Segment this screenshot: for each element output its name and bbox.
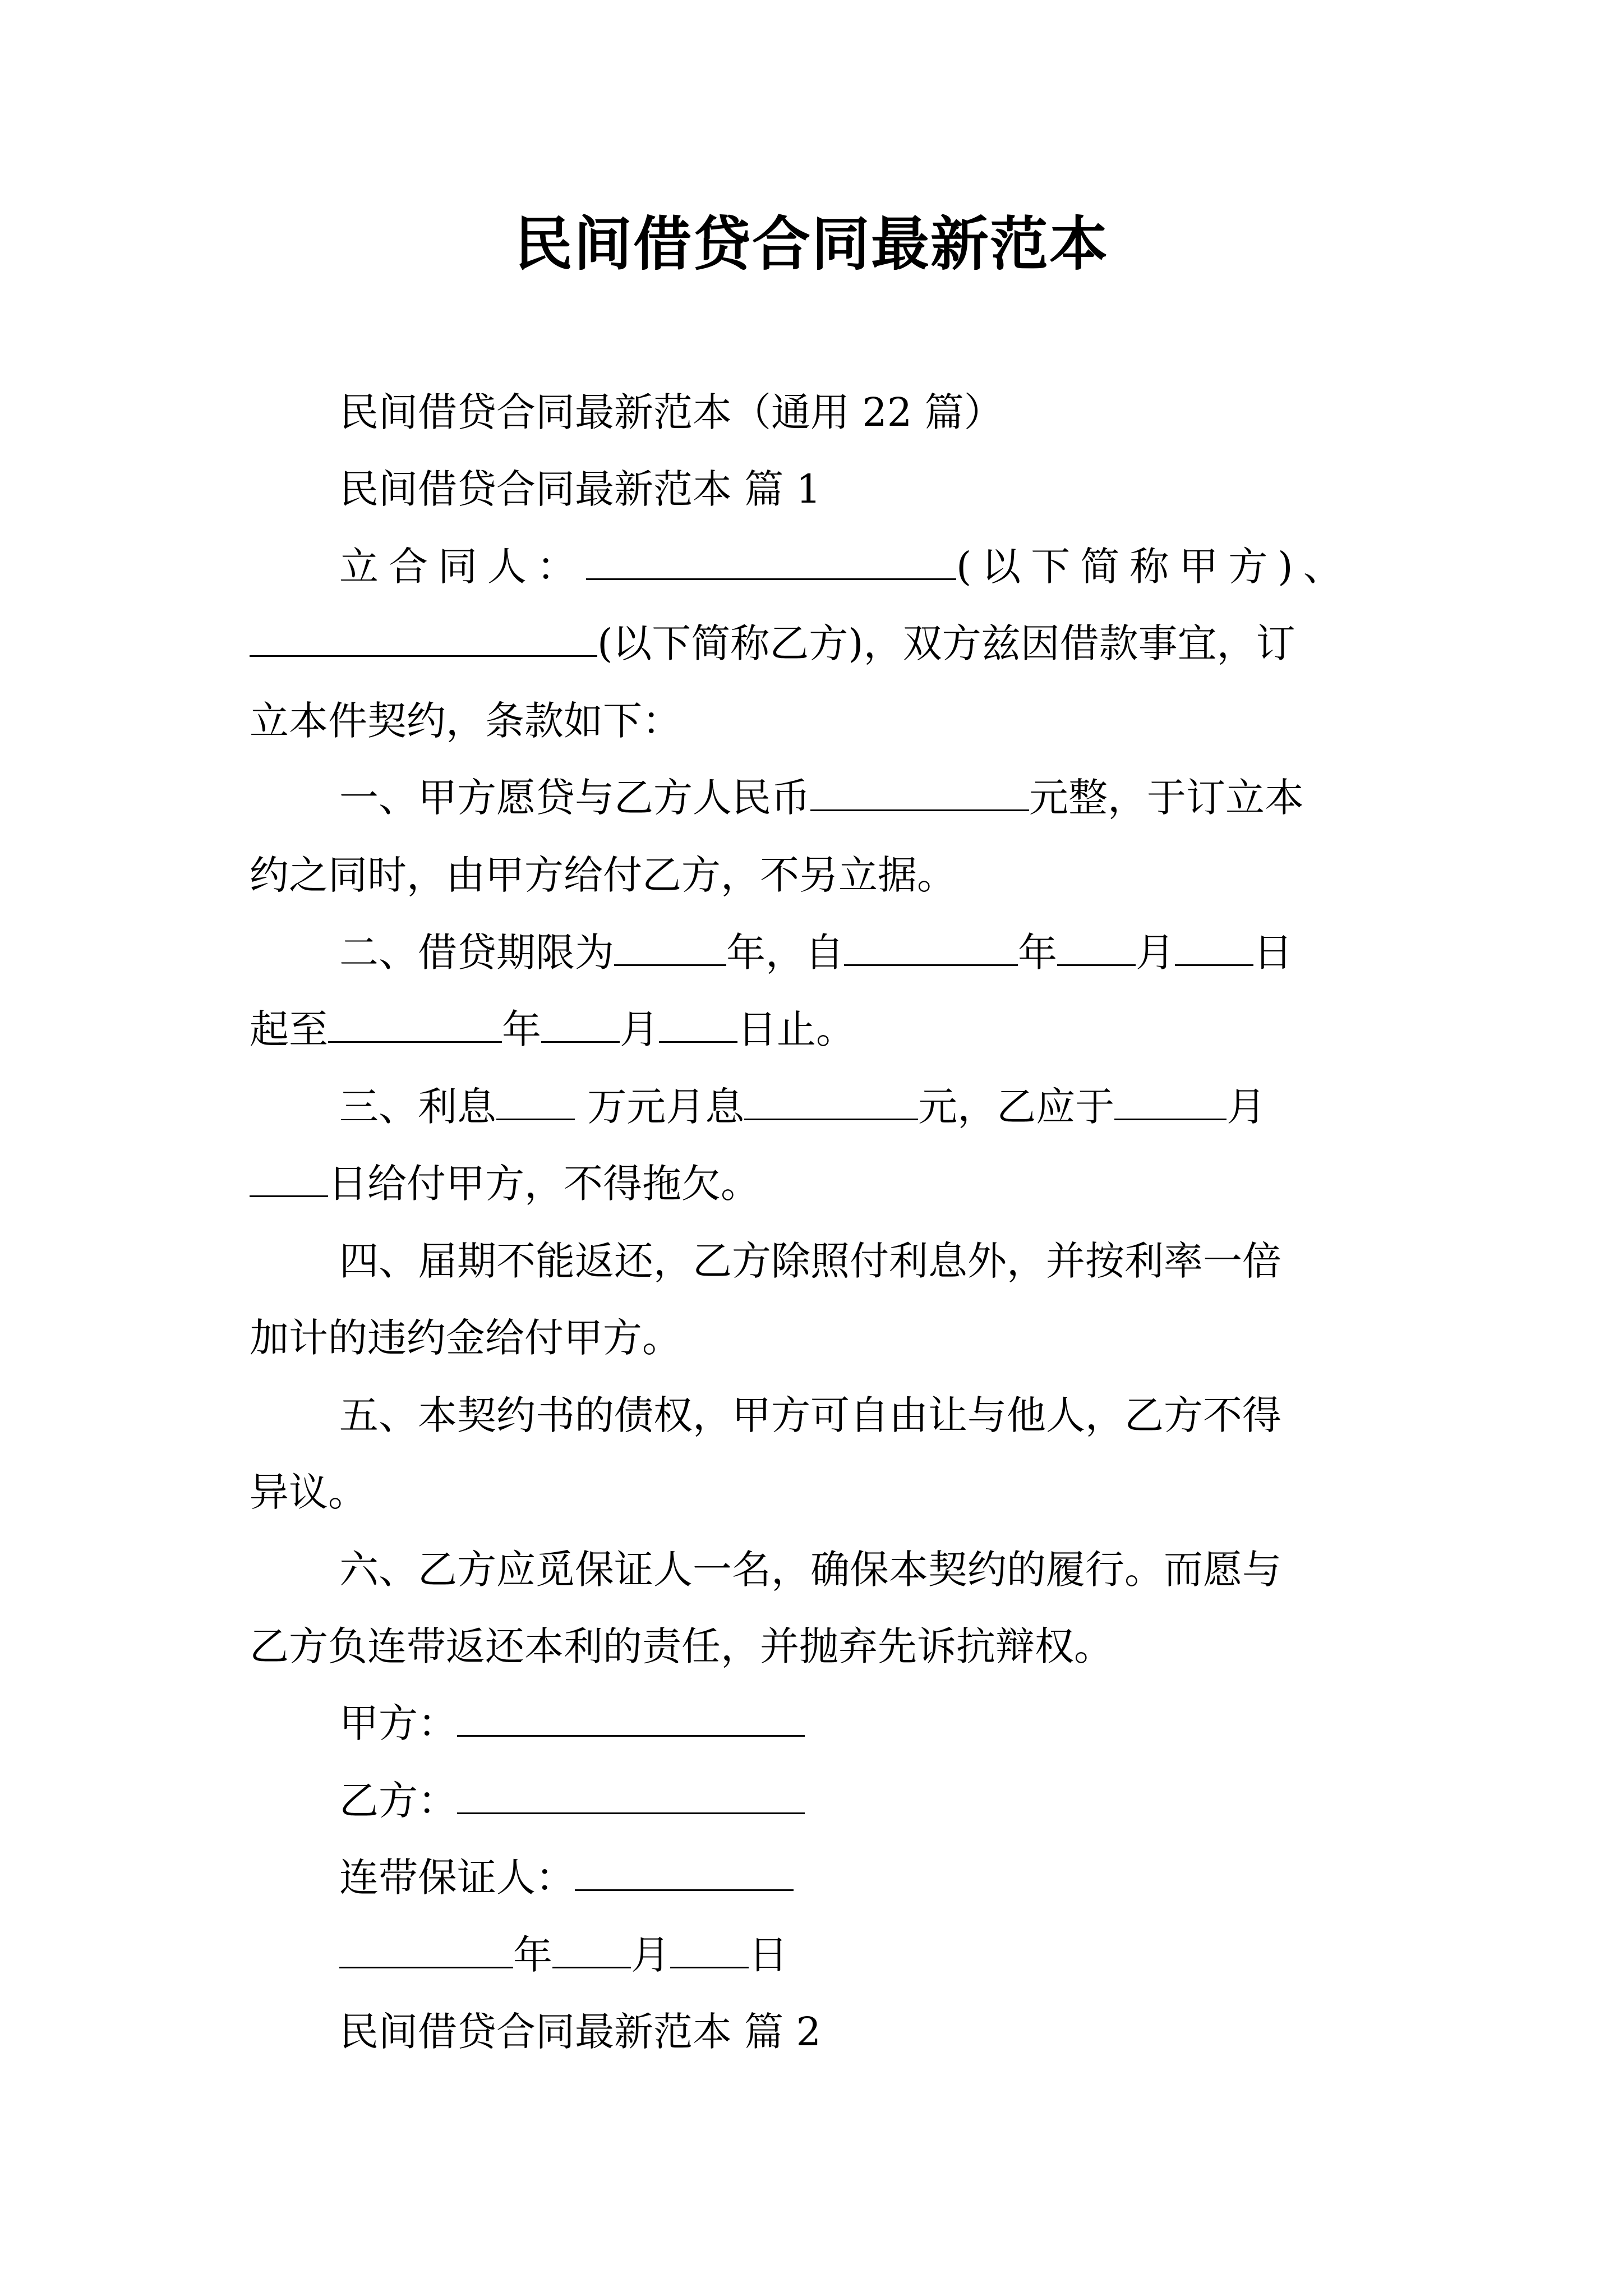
intro-label: 立合同人：	[339, 544, 586, 590]
clause-1-line-2: 约之同时，由甲方给付乙方，不另立据。	[250, 852, 956, 898]
clause-text: 三、利息	[339, 1084, 496, 1130]
intro-line-1	[250, 539, 1388, 595]
start-year-blank	[844, 931, 1018, 966]
start-day-blank	[1175, 931, 1253, 966]
clause-6-line-2: 乙方负连带返还本利的责任，并抛弃先诉抗辩权。	[250, 1623, 1113, 1669]
amount-blank	[810, 776, 1029, 811]
sign-year-blank	[339, 1933, 513, 1968]
monthly-interest-blank	[744, 1085, 918, 1120]
party-b-name-blank	[250, 622, 597, 657]
clause-text: 二、借贷期限为	[339, 930, 614, 976]
clause-2-line-2	[250, 1001, 1388, 1057]
clause-text: 日	[1253, 930, 1293, 976]
clause-5-line-2: 异议。	[250, 1469, 367, 1515]
clause-5-line-1: 五、本契约书的债权，甲方可自由让与他人，乙方不得	[339, 1392, 1281, 1438]
clause-text: 元整，于订立本	[1029, 775, 1304, 821]
signature-label: 连带保证人：	[339, 1855, 575, 1901]
payment-month-blank	[1114, 1085, 1227, 1120]
guarantor-signature-blank	[575, 1856, 794, 1891]
clause-text: 日给付甲方，不得拖欠。	[328, 1161, 760, 1207]
date-label: 日	[749, 1932, 788, 1978]
date-label: 月	[631, 1932, 670, 1978]
term-years-blank	[614, 931, 726, 966]
intro-line-2	[250, 615, 1388, 671]
clause-text: 年，自	[726, 930, 844, 976]
sign-month-blank	[552, 1933, 631, 1968]
clause-4-line-1: 四、届期不能返还，乙方除照付利息外，并按利率一倍	[339, 1238, 1281, 1284]
guarantor-signature	[250, 1849, 1388, 1906]
end-month-blank	[541, 1007, 620, 1043]
clause-text: 月	[620, 1006, 659, 1052]
clause-text: 日止。	[737, 1006, 855, 1052]
document-subtitle: 民间借贷合同最新范本（通用 22 篇）	[339, 389, 1003, 435]
clause-1-line-1	[250, 770, 1388, 826]
clause-text: 一、甲方愿贷与乙方人民币	[339, 775, 810, 821]
clause-text: 月	[1136, 930, 1175, 976]
document-title: 民间借贷合同最新范本	[514, 209, 1109, 278]
signature-label: 甲方：	[339, 1700, 457, 1746]
payment-day-blank	[250, 1162, 328, 1197]
interest-blank	[496, 1085, 575, 1120]
date-label: 年	[513, 1932, 552, 1978]
intro-text: (以下简称乙方)，双方兹因借款事宜，订	[597, 620, 1295, 666]
clause-2-line-1	[250, 924, 1388, 981]
clause-3-line-1	[250, 1079, 1388, 1135]
party-b-signature-blank	[457, 1779, 805, 1814]
sign-day-blank	[670, 1933, 749, 1968]
clause-text: 月	[1227, 1084, 1266, 1130]
clause-text: 年	[1018, 930, 1057, 976]
intro-line-3: 立本件契约，条款如下：	[250, 698, 681, 744]
intro-text: (以下简称甲方)、	[956, 544, 1353, 590]
clause-4-line-2: 加计的违约金给付甲方。	[250, 1315, 681, 1361]
party-a-name-blank	[586, 545, 956, 580]
signature-date	[250, 1927, 1388, 1983]
signature-label: 乙方：	[339, 1778, 457, 1824]
clause-text: 元，乙应于	[918, 1084, 1115, 1130]
section-heading-2: 民间借贷合同最新范本 篇 2	[339, 2009, 822, 2055]
party-a-signature	[250, 1695, 1388, 1751]
end-year-blank	[328, 1007, 502, 1043]
end-day-blank	[659, 1007, 737, 1043]
clause-text: 起至	[250, 1006, 328, 1052]
clause-6-line-1: 六、乙方应觅保证人一名，确保本契约的履行。而愿与	[339, 1547, 1281, 1593]
start-month-blank	[1057, 931, 1136, 966]
party-a-signature-blank	[457, 1701, 805, 1737]
section-heading-1: 民间借贷合同最新范本 篇 1	[339, 466, 822, 512]
party-b-signature	[250, 1773, 1388, 1829]
clause-text: 万元月息	[575, 1084, 745, 1130]
clause-text: 年	[502, 1006, 541, 1052]
clause-3-line-2	[250, 1156, 1388, 1212]
